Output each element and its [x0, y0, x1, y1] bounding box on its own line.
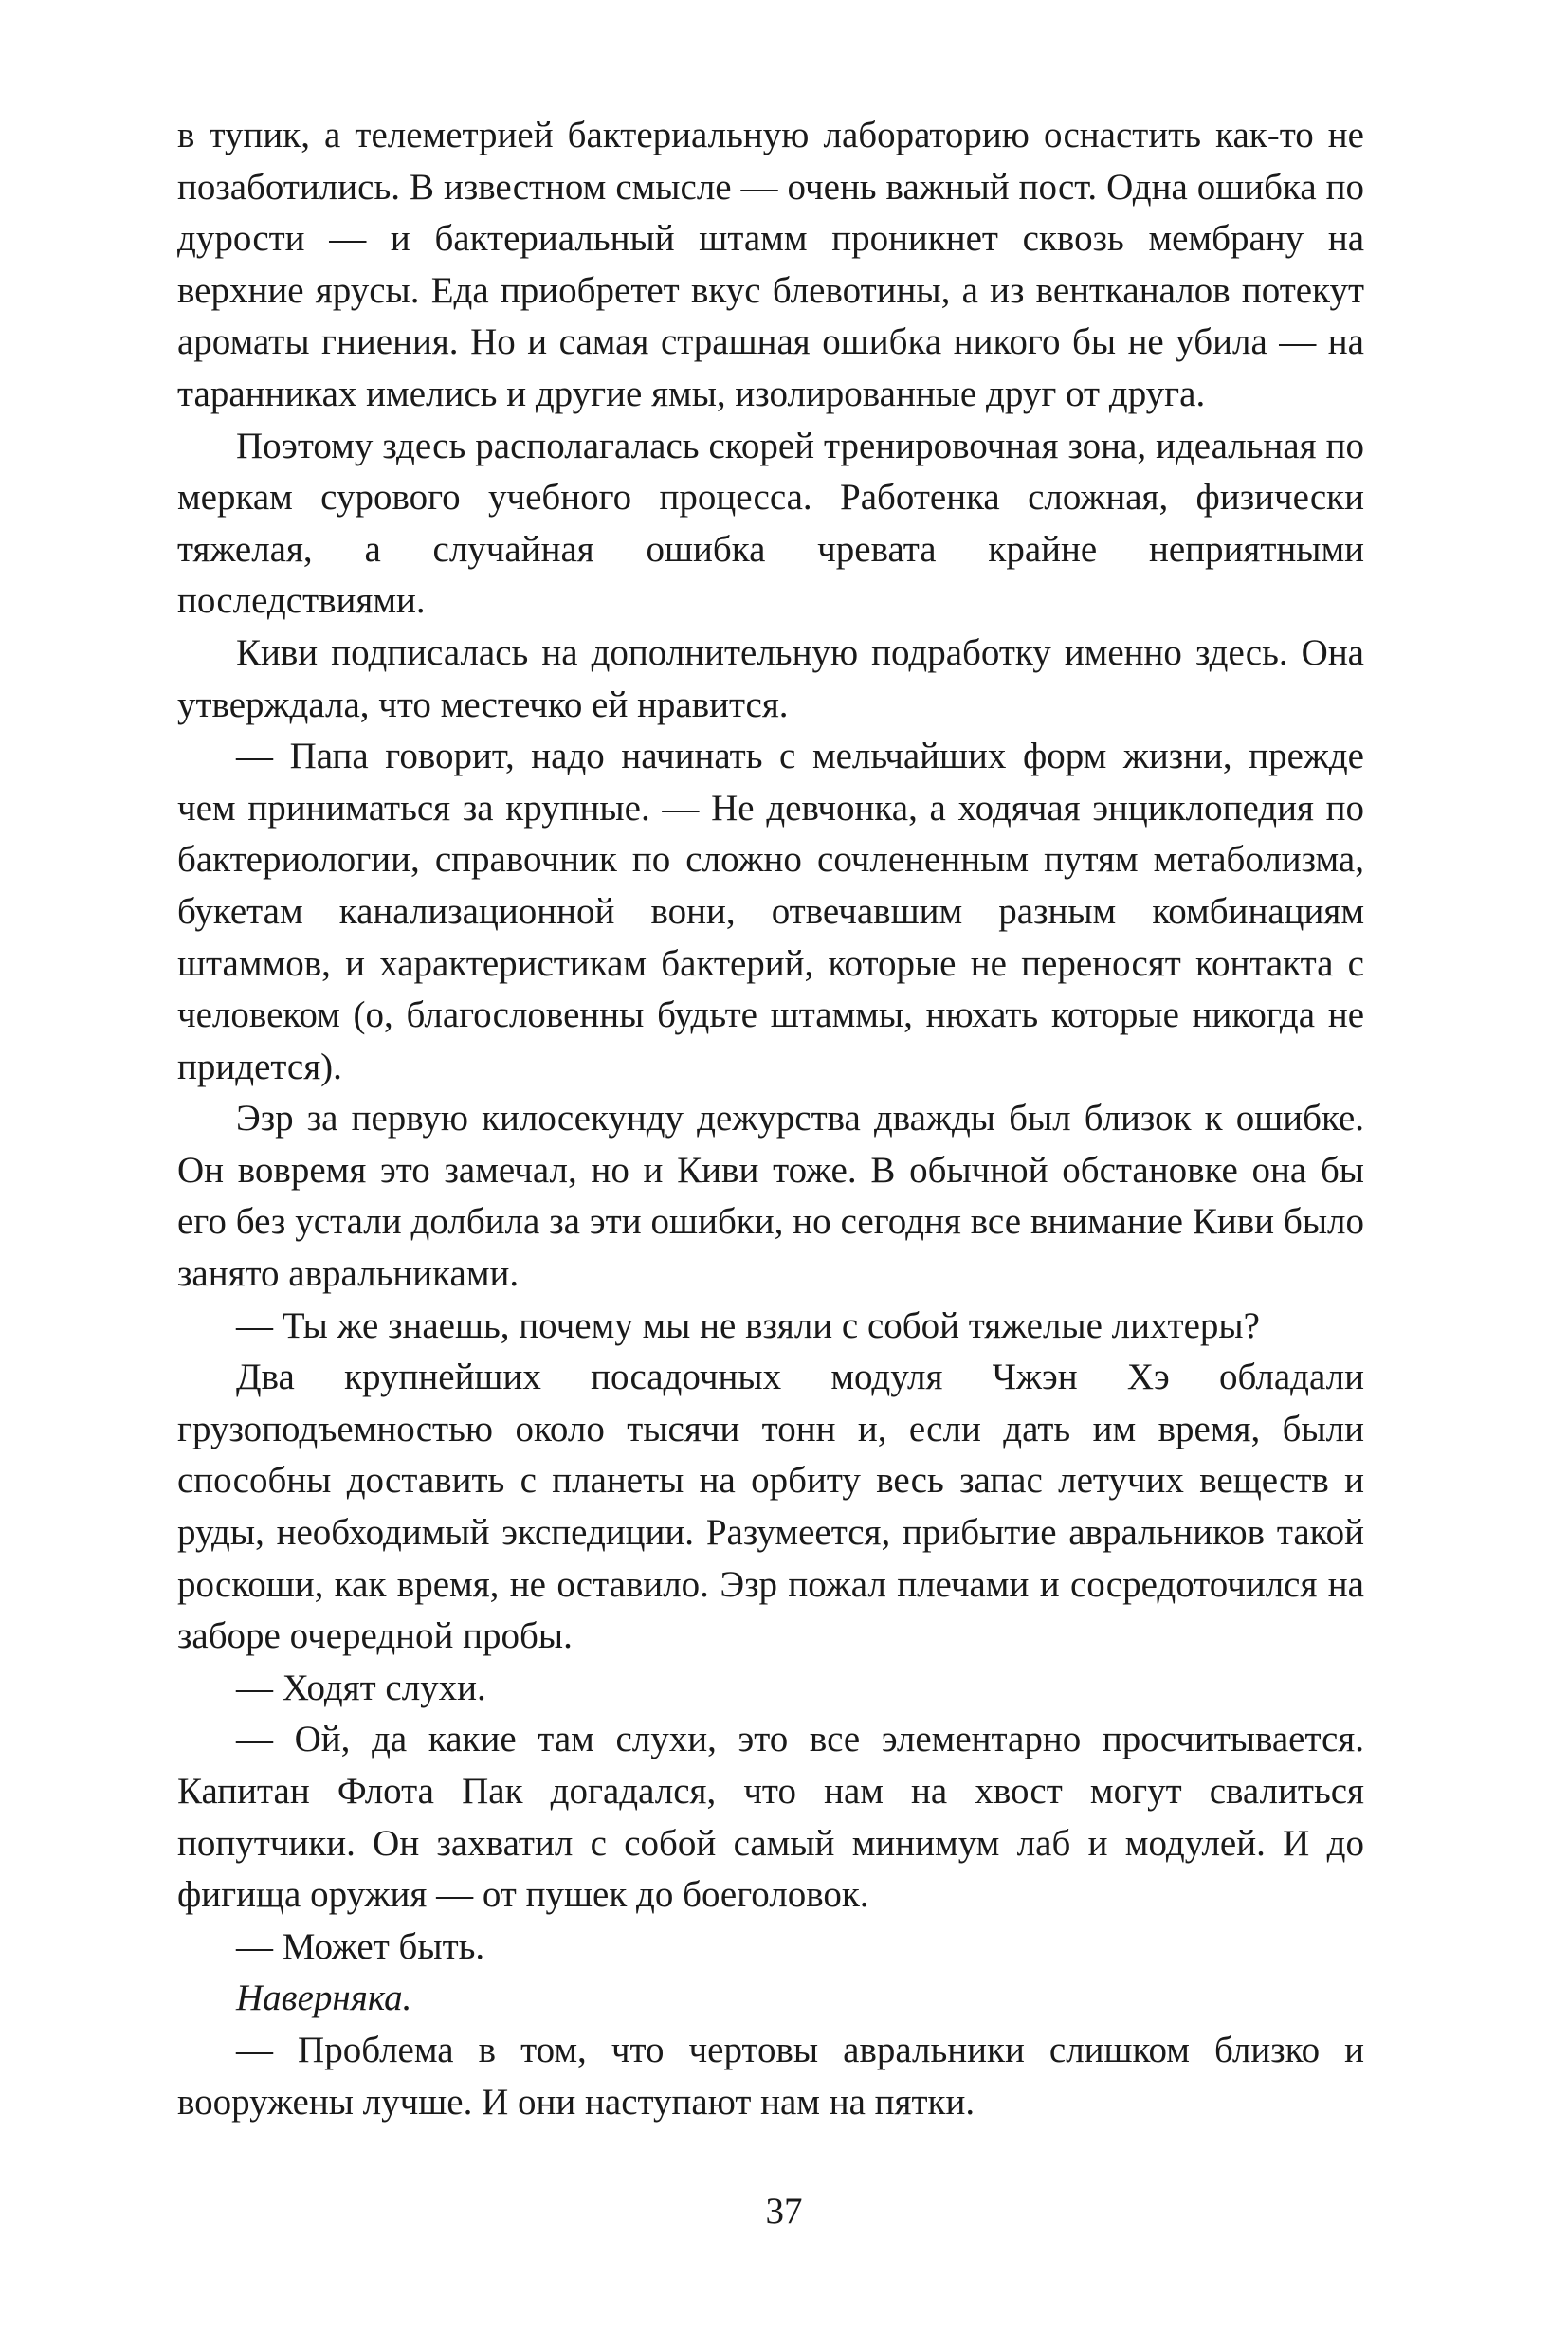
paragraph: Эзр за первую килосекунду дежурства дважды был близок к ошибке. Он вовремя это замечал, но и Киви тоже. В обычной обстановке она бы его без устали долбила за эти ошибки, но сегодня все внимание Киви было занято авральниками. [177, 1098, 1364, 1295]
paragraph: Поэтому здесь располагалась скорей тренировочная зона, идеальная по меркам сурового учебного процесса. Работенка сложная, физически тяжелая, а случайная ошибка чревата крайне неприятными последствиями. [177, 425, 1364, 622]
body-text [177, 110, 1364, 2128]
paragraph: Два крупнейших посадочных модуля Чжэн Хэ обладали грузоподъемностью около тысячи тонн и, если дать им время, были способны доставить с планеты на орбиту весь запас летучих веществ и руды, необходимый экспедиции. Разумеется, прибытие авральников такой роскоши, как время, не оставило. Эзр пожал плечами и сосредоточился на заборе очередной пробы. [177, 1357, 1364, 1657]
paragraph-continued: в тупик, а телеметрией бактериальную лабораторию оснастить как-то не позаботились. В известном смысле — очень важный пост. Одна ошибка по дурости — и бактериальный штамм проникнет сквозь мембрану на верхние ярусы. Еда приобретет вкус блевотины, а из вентканалов потекут ароматы гниения. Но и самая страшная ошибка никого бы не убила — на таранниках имелись и другие ямы, изолированные друг от друга. [177, 115, 1364, 414]
dialogue-paragraph: — Может быть. [236, 1925, 485, 1967]
italic-thought: Наверняка. [236, 1977, 412, 2019]
dialogue-paragraph: — Ой, да какие там слухи, это все элементарно просчитывается. Капитан Флота Пак догадался, что нам на хвост могут свалиться попутчики. Он захватил с собой самый минимум лаб и модулей. И до фигища оружия — от пушек до боеголовок. [177, 1719, 1364, 1916]
paragraph: Киви подписалась на дополнительную подработку именно здесь. Она утверждала, что местечко ей нравится. [177, 631, 1364, 725]
dialogue-paragraph: — Ты же знаешь, почему мы не взяли с собой тяжелые лихтеры? [236, 1304, 1260, 1346]
dialogue-paragraph: — Папа говорит, надо начинать с мельчайших форм жизни, прежде чем приниматься за крупные. — Не девчонка, а ходячая энциклопедия по бактериологии, справочник по сложно сочлененным путям метаболизма, букетам канализационной вони, отвечавшим разным комбинациям штаммов, и характеристикам бактерий, которые не переносят контакта с человеком (о, благословенны будьте штаммы, нюхать которые никогда не придется). [177, 736, 1364, 1087]
page-number: 37 [765, 2191, 803, 2232]
dialogue-paragraph: — Проблема в том, что чертовы авральники слишком близко и вооружены лучше. И они наступают нам на пятки. [177, 2029, 1364, 2123]
dialogue-paragraph: — Ходят слухи. [236, 1667, 486, 1708]
